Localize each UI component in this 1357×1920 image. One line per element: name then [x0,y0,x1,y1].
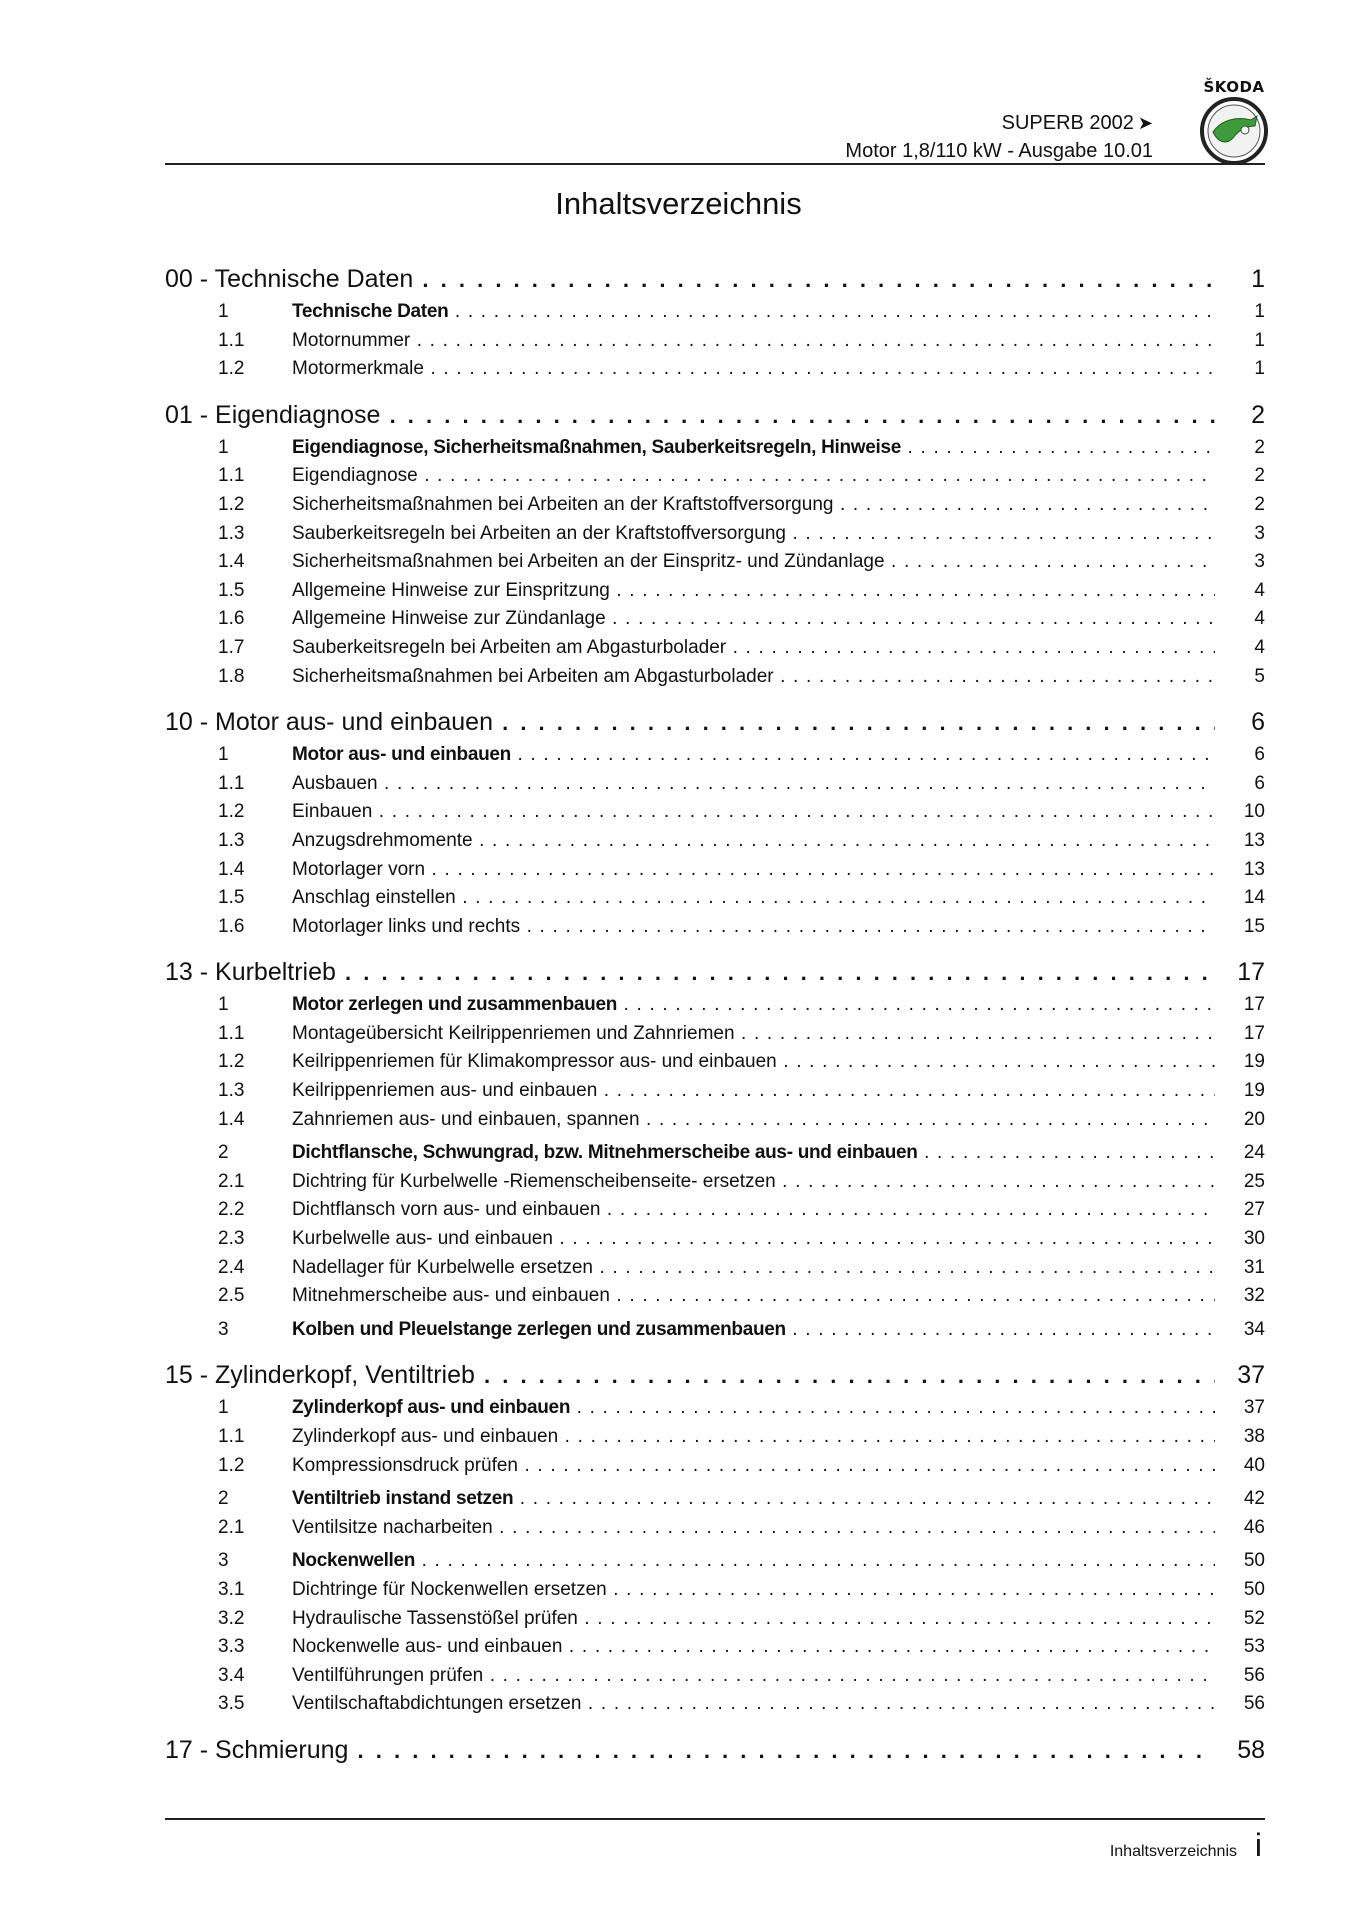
toc-entry[interactable] [165,741,1265,770]
toc-entry-title: Ventilsitze nacharbeiten . . . [292,1514,1215,1542]
header-divider [165,163,1265,165]
toc-page-number: 31 [1243,1256,1265,1278]
toc-entry-title: Anschlag einstellen . . . [292,884,1215,912]
toc-entry-title: Kolben und Pleuelstange zerlegen und zusammenbauen . . . [292,1316,1215,1344]
toc-entry[interactable] [165,1168,1265,1197]
toc-entry-number: 1.8 [218,665,245,687]
toc-entry[interactable] [165,462,1265,491]
brand-wordmark: ŠKODA [1203,78,1265,96]
toc-page-number: 56 [1243,1693,1265,1715]
toc-entry-number: 1.3 [218,829,245,851]
toc-entry[interactable] [165,991,1265,1020]
toc-entry-title: Ventilschaftabdichtungen ersetzen . . . [292,1690,1215,1718]
toc-entry-number: 1.2 [218,1051,245,1073]
toc-entry[interactable] [165,1452,1265,1481]
toc-entry[interactable] [165,1394,1265,1423]
toc-entry[interactable] [165,1077,1265,1106]
toc-page-number: 20 [1243,1108,1265,1130]
toc-entry-title: Zylinderkopf aus- und einbauen . . . [292,1423,1215,1451]
toc-entry-title: Mitnehmerscheibe aus- und einbauen . . . [292,1282,1215,1310]
toc-entry[interactable] [165,1316,1265,1345]
toc-entry[interactable] [165,913,1265,942]
toc-entry-number: 2.5 [218,1285,245,1307]
skoda-emblem-icon [1199,96,1269,166]
toc-entry-number: 1.6 [218,915,245,937]
toc-entry-title: Montageübersicht Keilrippenriemen und Zahnriemen . . . [292,1020,1215,1048]
toc-page-number: 1 [1254,301,1265,322]
toc-entry-title: Einbauen . . . [292,798,1215,826]
toc-entry-number: 1.3 [218,1080,245,1102]
toc-entry[interactable] [165,327,1265,356]
toc-entry-title: Sicherheitsmaßnahmen bei Arbeiten an der Kraftstoffversorgung . . . [292,491,1215,519]
toc-entry-number: 1.2 [218,801,245,823]
toc-entry-number: 3.3 [218,1636,245,1658]
toc-page-number: 53 [1243,1636,1265,1658]
toc-entry-title: Allgemeine Hinweise zur Zündanlage . . . [292,605,1215,633]
toc-entry[interactable] [165,434,1265,463]
toc-entry-title: Dichtring für Kurbelwelle -Riemenscheibenseite- ersetzen . . . [292,1168,1215,1196]
toc-chapter[interactable] [165,1733,1265,1769]
toc-chapter[interactable] [165,955,1265,991]
toc-entry[interactable] [165,548,1265,577]
toc-page-number: 1 [1254,358,1265,380]
toc-entry[interactable] [165,1576,1265,1605]
toc-entry-number: 1.5 [218,887,245,909]
toc-page-number: 37 [1237,1361,1265,1390]
toc-entry-number: 1.1 [218,1426,245,1447]
toc-entry-number: 2 [218,1142,229,1164]
toc-entry[interactable] [165,355,1265,384]
toc-entry-number: 3.2 [218,1607,245,1629]
toc-entry-title: Dichtflansche, Schwungrad, bzw. Mitnehmerscheibe aus- und einbauen . . . [292,1139,1215,1167]
toc-entry-number: 1 [218,744,229,766]
toc-page-number: 10 [1243,801,1265,823]
toc-entry-title: Nadellager für Kurbelwelle ersetzen . . . [292,1254,1215,1282]
toc-entry-title: Dichtringe für Nockenwellen ersetzen . . . [292,1576,1215,1604]
toc-entry-number: 1.5 [218,579,245,601]
toc-entry[interactable] [165,1690,1265,1719]
toc-page-number: 6 [1251,708,1265,737]
toc-page-number: 2 [1251,400,1265,429]
toc-entry-title: Sicherheitsmaßnahmen bei Arbeiten an der Einspritz- und Zündanlage . . . [292,548,1215,576]
toc-chapter-title: 13 - Kurbeltrieb . . . [165,955,1215,990]
toc-page-number: 15 [1243,915,1265,937]
toc-entry-number: 1.2 [218,1454,245,1476]
toc-page-number: 34 [1243,1318,1265,1340]
header-model [1002,112,1153,134]
toc-entry[interactable] [165,1139,1265,1168]
toc-page-number: 32 [1243,1285,1265,1307]
toc-entry[interactable] [165,1196,1265,1225]
toc-entry[interactable] [165,520,1265,549]
toc-entry-number: 3.1 [218,1578,245,1600]
toc-entry-title: Motormerkmale . . . [292,355,1215,383]
toc-entry-title: Dichtflansch vorn aus- und einbauen . . . [292,1196,1215,1224]
toc-entry[interactable] [165,1633,1265,1662]
toc-page-number: 2 [1254,493,1265,515]
toc-entry-title: Anzugsdrehmomente . . . [292,827,1215,855]
footer-label: Inhaltsverzeichnis [1109,1843,1237,1860]
toc-entry-title: Ausbauen . . . [292,770,1215,798]
toc-chapter-title: 01 - Eigendiagnose . . . [165,398,1215,433]
toc-entry-number: 3 [218,1318,229,1340]
toc-entry-title: Zylinderkopf aus- und einbauen . . . [292,1394,1215,1422]
toc-page-number: 24 [1243,1142,1265,1164]
toc-page-number: 38 [1243,1426,1265,1447]
toc-entry-number: 1.4 [218,551,245,573]
toc-entry-number: 1.2 [218,493,245,515]
toc-page-number: 2 [1254,436,1265,458]
toc-page-number: 5 [1254,665,1265,687]
toc-chapter[interactable] [165,262,1265,298]
toc-entry[interactable] [165,884,1265,913]
toc-page-number: 52 [1243,1607,1265,1629]
header-subtitle: Motor 1,8/110 kW - Ausgabe 10.01 [845,140,1153,162]
right-arrow-icon: ➤ [1137,113,1153,133]
toc-entry-number: 2.1 [218,1170,245,1192]
toc-entry-number: 3 [218,1550,229,1572]
toc-page-number: 50 [1243,1578,1265,1600]
toc-entry-title: Motor zerlegen und zusammenbauen . . . [292,991,1215,1019]
toc-entry-title: Nockenwellen . . . [292,1547,1215,1575]
toc-entry-title: Sauberkeitsregeln bei Arbeiten an der Kraftstoffversorgung . . . [292,520,1215,548]
toc-chapter[interactable] [165,1358,1265,1394]
toc-entry-number: 1 [218,436,229,458]
toc-entry-title: Eigendiagnose, Sicherheitsmaßnahmen, Sauberkeitsregeln, Hinweise . . . [292,434,1215,462]
toc-entry-title: Ventiltrieb instand setzen . . . [292,1485,1215,1513]
toc-page-number: 4 [1254,636,1265,658]
toc-page-number: 25 [1243,1170,1265,1192]
toc-entry-number: 1.3 [218,522,245,544]
toc-entry-title: Zahnriemen aus- und einbauen, spannen . . . [292,1106,1215,1134]
toc-entry[interactable] [165,491,1265,520]
toc-page-number: 6 [1254,744,1265,766]
toc-entry-number: 1.1 [218,465,245,487]
toc-page-number: 17 [1243,994,1265,1016]
toc-entry[interactable] [165,856,1265,885]
toc-page-number: 3 [1254,522,1265,544]
toc-entry-title: Technische Daten . . . [292,298,1215,326]
toc-page-number: 13 [1243,829,1265,851]
toc-chapter-title: 17 - Schmierung . . . [165,1733,1215,1768]
toc-entry-number: 1.1 [218,772,245,794]
toc-entry-title: Nockenwelle aus- und einbauen . . . [292,1633,1215,1661]
toc-entry-number: 2.3 [218,1228,245,1250]
toc-entry-title: Hydraulische Tassenstößel prüfen . . . [292,1605,1215,1633]
toc-entry-number: 1.1 [218,329,245,351]
toc-page-number: 37 [1243,1397,1265,1419]
footer-divider [165,1818,1265,1820]
toc-entry-number: 2.2 [218,1199,245,1221]
toc-page-number: 27 [1243,1199,1265,1221]
toc-chapter-title: 10 - Motor aus- und einbauen . . . [165,705,1215,740]
toc-entry[interactable] [165,770,1265,799]
toc-entry-number: 2 [218,1488,229,1510]
toc-page-number: 50 [1243,1550,1265,1572]
toc-entry-title: Motornummer . . . [292,327,1215,355]
toc-page-number: 4 [1254,608,1265,630]
toc-page-number: 6 [1254,772,1265,794]
toc-entry[interactable] [165,1048,1265,1077]
toc-entry-title: Sauberkeitsregeln bei Arbeiten am Abgasturbolader . . . [292,634,1215,662]
toc-entry-number: 3.5 [218,1693,245,1715]
toc-chapter[interactable] [165,705,1265,741]
toc-page-number: 58 [1237,1735,1265,1764]
toc-entry[interactable] [165,577,1265,606]
toc-entry[interactable] [165,1254,1265,1283]
toc-entry-title: Motorlager vorn . . . [292,856,1215,884]
toc-page-number: 17 [1243,1022,1265,1044]
toc-entry[interactable] [165,605,1265,634]
toc-entry-title: Motorlager links und rechts . . . [292,913,1215,941]
toc-entry-title: Keilrippenriemen für Klimakompressor aus- und einbauen . . . [292,1048,1215,1076]
toc-entry[interactable] [165,1662,1265,1691]
toc-entry-title: Kompressionsdruck prüfen . . . [292,1452,1215,1480]
toc-page-number: 19 [1243,1080,1265,1102]
toc-page-number: 4 [1254,579,1265,601]
toc-entry[interactable] [165,798,1265,827]
toc-page-number: 42 [1243,1488,1265,1510]
toc-entry[interactable] [165,1282,1265,1311]
toc-entry-number: 1 [218,301,229,322]
toc-page-number: 19 [1243,1051,1265,1073]
toc-entry-number: 2.4 [218,1256,245,1278]
toc-chapter-title: 15 - Zylinderkopf, Ventiltrieb . . . [165,1358,1215,1393]
toc-entry[interactable] [165,1106,1265,1135]
toc-entry[interactable] [165,663,1265,692]
toc-entry[interactable] [165,1020,1265,1049]
toc-page-number: 46 [1243,1516,1265,1538]
toc-entry-number: 1 [218,1397,229,1419]
table-of-contents [165,262,1265,1769]
toc-page-number: 13 [1243,858,1265,880]
toc-entry-number: 1.1 [218,1022,245,1044]
toc-entry[interactable] [165,1485,1265,1514]
toc-entry-number: 1.6 [218,608,245,630]
toc-entry[interactable] [165,298,1265,327]
toc-entry-number: 3.4 [218,1664,245,1686]
toc-page-number: 3 [1254,551,1265,573]
toc-entry[interactable] [165,1423,1265,1452]
toc-page-number: 30 [1243,1228,1265,1250]
toc-page-number: 40 [1243,1454,1265,1476]
toc-entry-number: 1 [218,994,229,1016]
model-name: SUPERB 2002 [1001,112,1134,134]
toc-entry-title: Motor aus- und einbauen . . . [292,741,1215,769]
toc-page-number: 14 [1243,887,1265,909]
toc-page-number: 2 [1254,465,1265,487]
toc-entry-title: Ventilführungen prüfen . . . [292,1662,1215,1690]
toc-entry-number: 1.4 [218,1108,245,1130]
toc-entry-number: 1.7 [218,636,245,658]
toc-entry-number: 2.1 [218,1516,245,1538]
toc-entry[interactable] [165,1605,1265,1634]
toc-page-number: 56 [1243,1664,1265,1686]
toc-entry-title: Eigendiagnose . . . [292,462,1215,490]
toc-entry[interactable] [165,634,1265,663]
toc-entry-title: Sicherheitsmaßnahmen bei Arbeiten am Abgasturbolader . . . [292,663,1215,691]
toc-entry-title: Kurbelwelle aus- und einbauen . . . [292,1225,1215,1253]
skoda-logo [1193,78,1275,170]
toc-page-number: 17 [1237,958,1265,987]
toc-page-number: 1 [1251,265,1265,293]
toc-page-number: 1 [1254,329,1265,351]
toc-entry-title: Keilrippenriemen aus- und einbauen . . . [292,1077,1215,1105]
footer-page-number: i [1254,1827,1262,1863]
toc-entry-number: 1.4 [218,858,245,880]
toc-entry-number: 1.2 [218,358,245,380]
toc-entry[interactable] [165,1547,1265,1576]
toc-entry[interactable] [165,827,1265,856]
toc-chapter-title: 00 - Technische Daten . . . [165,262,1215,297]
page-header [165,0,1265,170]
toc-entry-title: Allgemeine Hinweise zur Einspritzung . . . [292,577,1215,605]
toc-chapter[interactable] [165,398,1265,434]
toc-entry[interactable] [165,1514,1265,1543]
toc-entry[interactable] [165,1225,1265,1254]
page-title: Inhaltsverzeichnis [555,186,802,221]
